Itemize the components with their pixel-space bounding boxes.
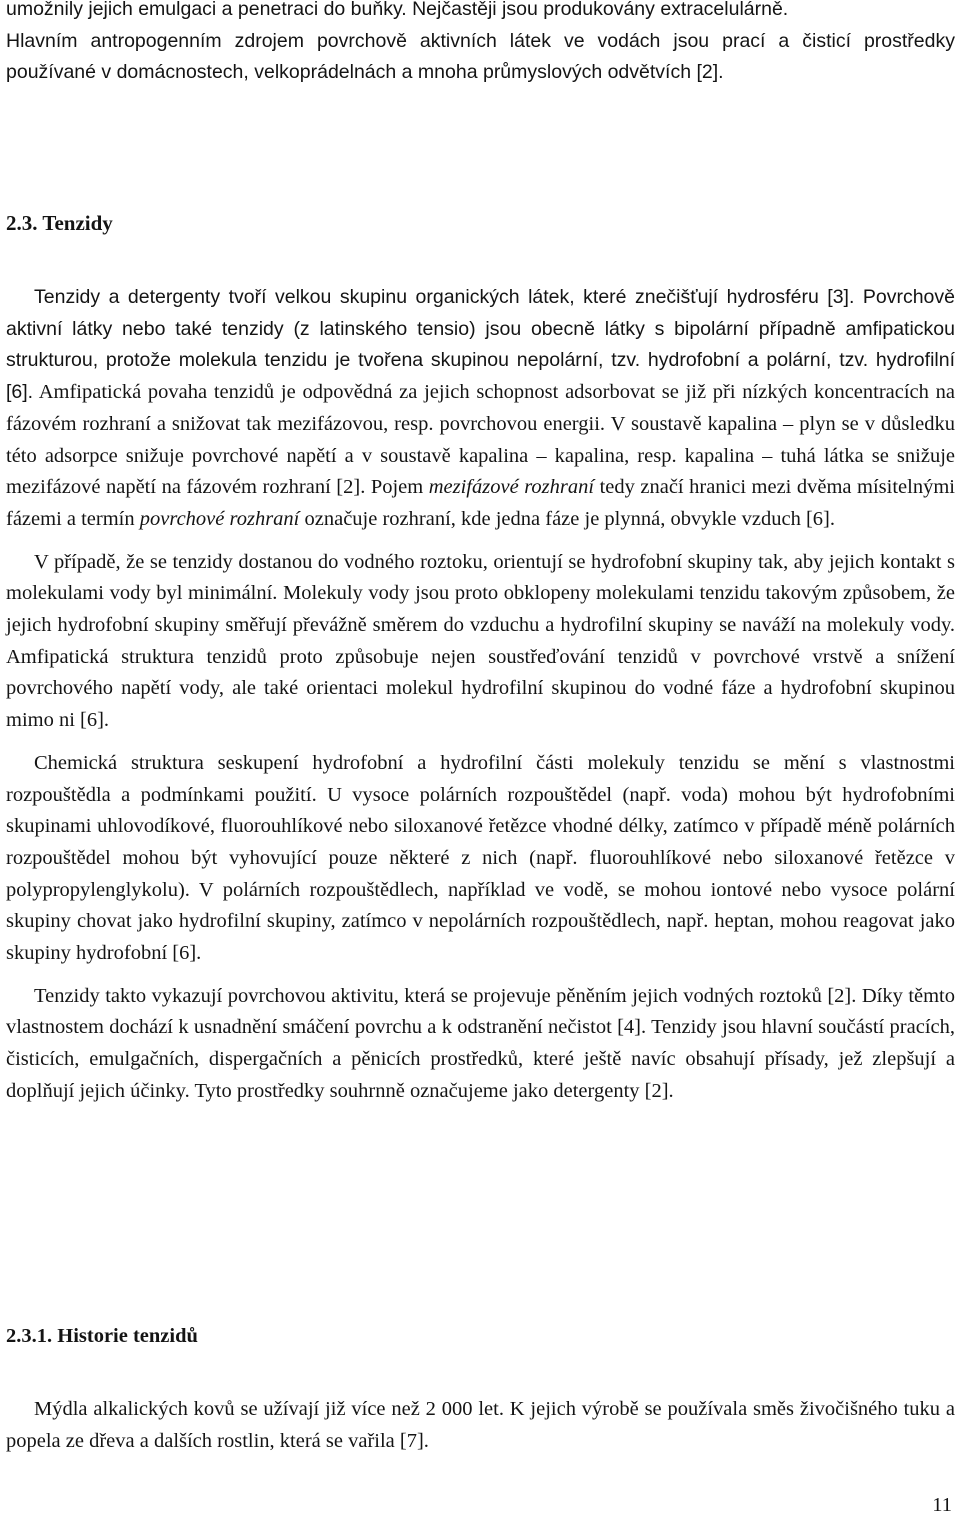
section-body: [6, 282, 955, 1108]
term-surface: povrchové rozhraní: [139, 507, 300, 530]
paragraph-3: Chemická struktura seskupení hydrofobní a hydrofilní části molekuly tenzidu se mění s vlastnostmi rozpouštědla a podmínkami použití. U vysoce polárních rozpouštědel (např. voda) mohou být hydrofobními skupinami uhlovodíkové, fluorouhlíkové nebo siloxanové řetězce vhodné délky, zatímco v případě méně polárních rozpouštědel mohou být vyhovující pouze některé z nich (např. fluorouhlíkové nebo siloxanové řetězce v polypropylenglykolu). V polárních rozpouštědlech, například ve vodě, se mohou iontové nebo vysoce polární skupiny chovat jako hydrofilní skupiny, zatímco v nepolárních rozpouštědlech, např. heptan, mohou reagovat jako skupiny hydrofobní [6].: [6, 751, 955, 965]
term-interfacial: mezifázové rozhraní: [428, 476, 595, 499]
subsection-heading: 2.3.1. Historie tenzidů: [6, 1325, 198, 1347]
intro-line-rest: Hlavním antropogenním zdrojem povrchově aktivních látek ve vodách jsou prací a čisticí prostředky používané v domácnostech, velkoprádelnách a mnoha průmyslových odvětvích [2].: [6, 29, 955, 84]
section-heading: 2.3. Tenzidy: [6, 211, 113, 235]
paragraph-1-part-2: Amfipatická povaha tenzidů je odpovědná za jejich schopnost adsorbovat se již při nízkých koncentracích na fázovém rozhraní a snižovat tak mezifázovou, resp. povrchovou energii. V soustavě kapalina – plyn se v důsledku této adsorpce snižuje povrchové napětí a v soustavě kapalina – kapalina, resp. kapalina – tuhá látka se snižuje mezifázové napětí na fázovém rozhraní [2]. Pojem: [6, 381, 955, 499]
paragraph-2: V případě, že se tenzidy dostanou do vodného roztoku, orientují se hydrofobní skupiny tak, aby jejich kontakt s molekulami vody byl minimální. Molekuly vody jsou proto obklopeny molekulami tenzidu takovým způsobem, že jejich hydrofobní skupiny směřují převážně směrem do vzduchu a hydrofilní skupiny se naváží na molekuly vody. Amfipatická struktura tenzidů proto způsobuje nejen soustřeďování tenzidů v povrchové vrstvě a snížení povrchového napětí vody, ale také orientaci molekul hydrofilní skupinou do vodné fáze a hydrofobní skupinou mimo ni [6].: [6, 550, 955, 732]
page-number: 11: [932, 1494, 952, 1516]
intro-line-1: umožnily jejich emulgaci a penetraci do buňky. Nejčastěji jsou produkovány extracelulárně.: [6, 0, 789, 20]
subsection-paragraph: Mýdla alkalických kovů se užívají již více než 2 000 let. K jejich výrobě se používala směs živočišného tuku a popela ze dřeva a dalších rostlin, která se vařila [7].: [6, 1398, 955, 1452]
paragraph-1-part-1: Tenzidy a detergenty tvoří velkou skupinu organických látek, které znečišťují hydrosféru [3]. Povrchově aktivní látky nebo také tenzidy (z latinského tensio) jsou obecně látky s bipolární případně amfipatickou strukturou, protože molekula tenzidu je tvořena skupinou nepolární, tzv. hydrofobní a polární, tzv. hydrofilní [6].: [6, 286, 955, 404]
paragraph-1-part-3: tedy značí hranici mezi dvěma mísitelnými fázemi a termín: [6, 476, 955, 530]
paragraph-4: Tenzidy takto vykazují povrchovou aktivitu, která se projevuje pěněním jejich vodných roztoků [2]. Díky těmto vlastnostem dochází k usnadnění smáčení povrchu a k odstranění nečistot [4]. Tenzidy jsou hlavní součástí pracích, čisticích, emulgačních, dispergačních a pěnicích prostředků, které ještě navíc obsahují přísady, jež zlepšují a doplňují jejich účinky. Tyto prostředky souhrnně označujeme jako detergenty [2].: [6, 984, 955, 1102]
intro-paragraph: [6, 0, 955, 89]
paragraph-1-part-4: označuje rozhraní, kde jedna fáze je plynná, obvykle vzduch [6].: [299, 507, 835, 530]
paragraph-1: [6, 282, 955, 536]
